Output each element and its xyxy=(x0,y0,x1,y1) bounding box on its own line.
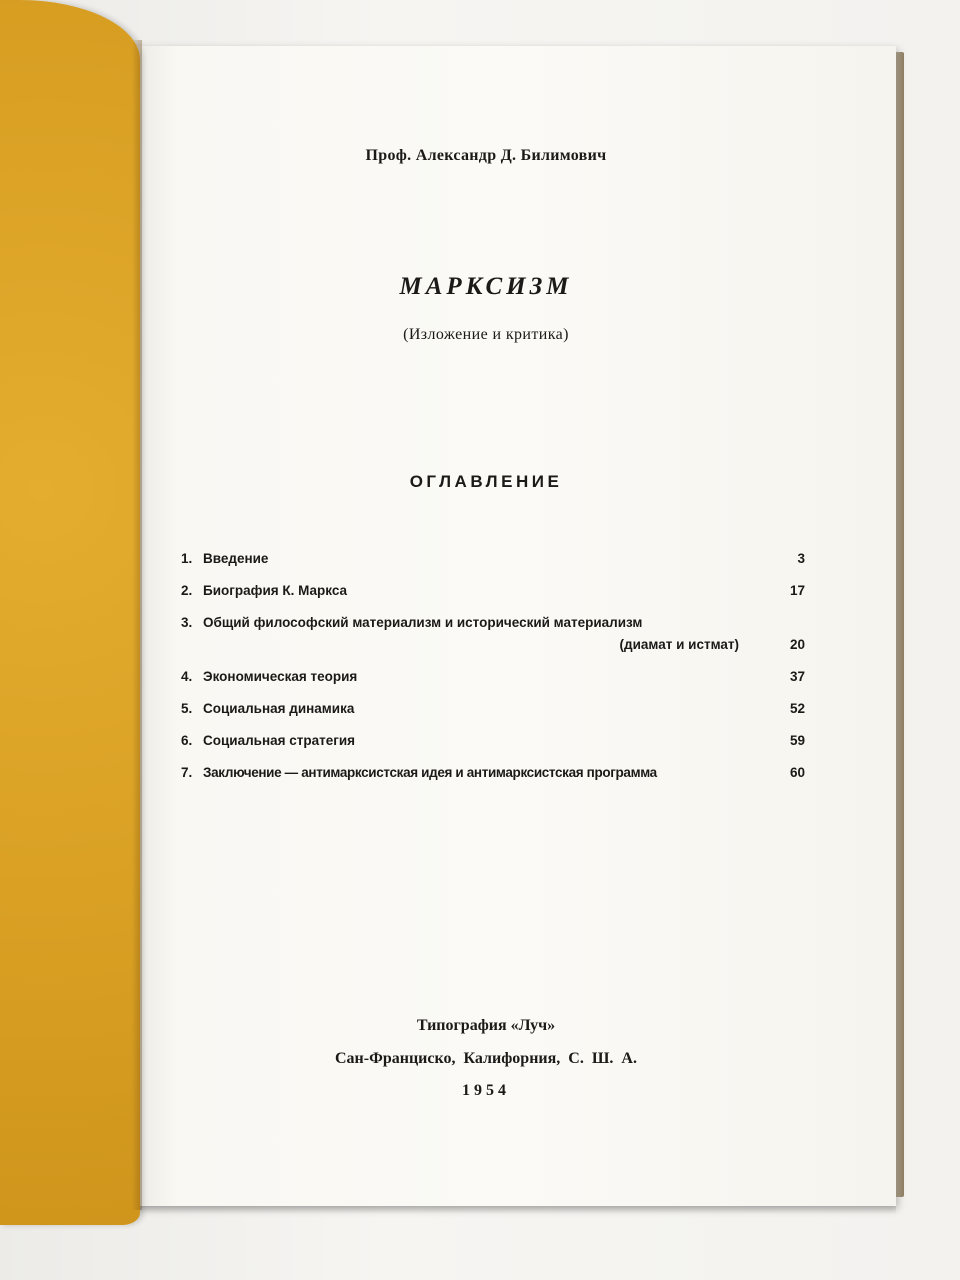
book-title: МАРКСИЗМ xyxy=(399,273,573,300)
toc-entry-page: 37 xyxy=(789,669,805,684)
front-cover xyxy=(0,0,140,1225)
printer-name: Типография «Луч» xyxy=(416,1017,556,1034)
toc-entry-7 xyxy=(181,765,805,787)
toc-entry-number: 7. xyxy=(181,765,193,780)
toc-entry-continuation: (диамат и истмат) xyxy=(619,637,739,652)
toc-entry-number: 5. xyxy=(181,701,193,716)
toc-entry-number: 2. xyxy=(181,583,193,598)
toc-entry-title: Социальная динамика xyxy=(203,701,355,716)
toc-entry-title: Заключение — антимарксистская идея и антимарксистская программа xyxy=(203,765,657,780)
toc-entry-4 xyxy=(181,669,805,691)
toc-entry-title: Общий философский материализм и исторический материализм xyxy=(203,615,643,630)
toc-entry-title: Социальная стратегия xyxy=(203,733,356,748)
toc-entry-title: Экономическая теория xyxy=(203,669,358,684)
toc-entry-1 xyxy=(181,551,805,573)
toc-entry-3 xyxy=(181,615,805,637)
toc-entry-5 xyxy=(181,701,805,723)
publication-year: 1954 xyxy=(462,1082,510,1099)
toc-entry-title: Введение xyxy=(203,551,269,566)
toc-entry-page: 52 xyxy=(789,701,805,716)
toc-entry-3-continuation xyxy=(181,637,805,659)
toc-entry-number: 6. xyxy=(181,733,193,748)
author-line: Проф. Александр Д. Билимович xyxy=(365,147,607,164)
toc-entry-number: 4. xyxy=(181,669,193,684)
toc-entry-page: 17 xyxy=(789,583,805,598)
toc-entry-number: 1. xyxy=(181,551,193,566)
toc-entry-page: 3 xyxy=(797,551,805,566)
page-shadow xyxy=(132,1206,896,1214)
publication-place: Сан-Франциско, Калифорния, С. Ш. А. xyxy=(335,1050,637,1067)
toc-entry-2 xyxy=(181,583,805,605)
toc-entry-page: 20 xyxy=(789,637,805,652)
book-subtitle: (Изложение и критика) xyxy=(403,326,569,343)
toc-entry-page: 59 xyxy=(789,733,805,748)
toc-entry-title: Биография К. Маркса xyxy=(203,583,348,598)
toc-entry-6 xyxy=(181,733,805,755)
toc-heading: ОГЛАВЛЕНИЕ xyxy=(409,472,563,491)
toc-entry-page: 60 xyxy=(789,765,805,780)
toc-entry-number: 3. xyxy=(181,615,193,630)
